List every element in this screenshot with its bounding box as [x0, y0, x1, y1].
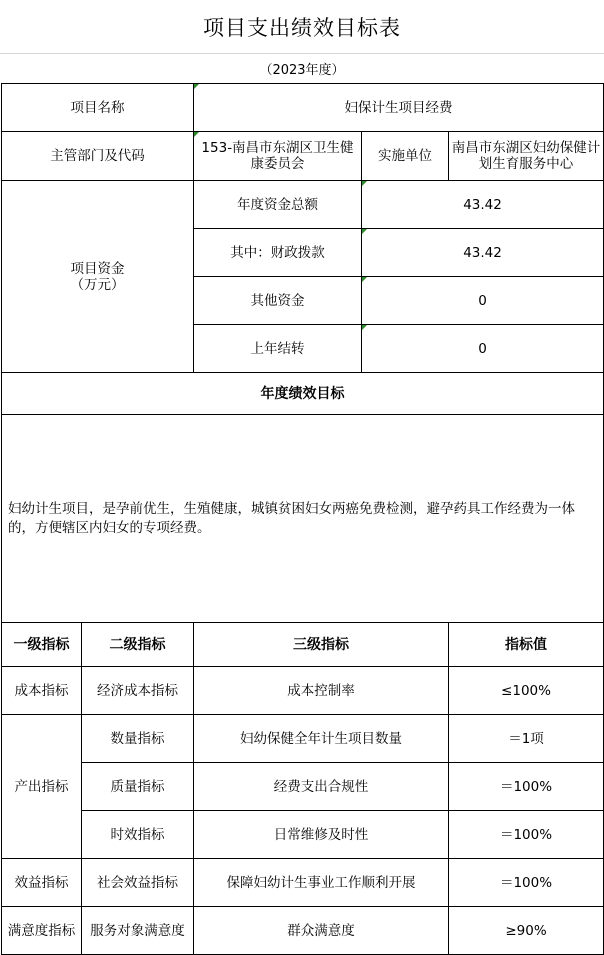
output-quantity-level2: 数量指标 [82, 715, 194, 763]
department-value[interactable]: 153-南昌市东湖区卫生健康委员会 [194, 132, 362, 181]
department-row [2, 132, 604, 181]
funds-carryover-value[interactable]: 0 [362, 325, 604, 373]
project-name-label: 项目名称 [2, 84, 194, 132]
benefit-indicator-row [2, 859, 604, 907]
satisfaction-level3[interactable]: 群众满意度 [194, 907, 449, 955]
output-quality-value[interactable]: ＝100% [449, 763, 604, 811]
year-label: （2023年度） [0, 54, 604, 82]
project-name-value[interactable]: 妇保计生项目经费 [194, 84, 604, 132]
output-quantity-value[interactable]: ＝1项 [449, 715, 604, 763]
satisfaction-level2: 服务对象满意度 [82, 907, 194, 955]
funds-other-label: 其他资金 [194, 277, 362, 325]
target-table [1, 83, 604, 955]
funds-total-value[interactable]: 43.42 [362, 181, 604, 229]
output-timeliness-level3[interactable]: 日常维修及时性 [194, 811, 449, 859]
cost-level2: 经济成本指标 [82, 667, 194, 715]
header-level3: 三级指标 [194, 623, 449, 667]
funds-fiscal-label: 其中：财政拨款 [194, 229, 362, 277]
satisfaction-value[interactable]: ≥90% [449, 907, 604, 955]
funds-row-total [2, 181, 604, 229]
output-indicator-row-timeliness [2, 811, 604, 859]
output-quality-level3[interactable]: 经费支出合规性 [194, 763, 449, 811]
benefit-value[interactable]: ＝100% [449, 859, 604, 907]
funds-fiscal-value[interactable]: 43.42 [362, 229, 604, 277]
goal-heading: 年度绩效目标 [2, 373, 604, 415]
cost-value[interactable]: ≤100% [449, 667, 604, 715]
output-quantity-level3[interactable]: 妇幼保健全年计生项目数量 [194, 715, 449, 763]
implementer-label: 实施单位 [362, 132, 449, 181]
funds-total-label: 年度资金总额 [194, 181, 362, 229]
benefit-level3[interactable]: 保障妇幼计生事业工作顺利开展 [194, 859, 449, 907]
funds-carryover-label: 上年结转 [194, 325, 362, 373]
benefit-level2: 社会效益指标 [82, 859, 194, 907]
header-value: 指标值 [449, 623, 604, 667]
output-indicator-row-quantity [2, 715, 604, 763]
output-timeliness-value[interactable]: ＝100% [449, 811, 604, 859]
satisfaction-indicator-row [2, 907, 604, 955]
goal-text[interactable]: 妇幼计生项目，是孕前优生，生殖健康，城镇贫困妇女两癌免费检测，避孕药具工作经费为一体的，方便辖区内妇女的专项经费。 [2, 415, 604, 623]
benefit-level1: 效益指标 [2, 859, 82, 907]
cost-indicator-row [2, 667, 604, 715]
implementer-value[interactable]: 南昌市东湖区妇幼保健计划生育服务中心 [449, 132, 604, 181]
header-level1: 一级指标 [2, 623, 82, 667]
output-quality-level2: 质量指标 [82, 763, 194, 811]
output-level1: 产出指标 [2, 715, 82, 859]
department-label: 主管部门及代码 [2, 132, 194, 181]
satisfaction-level1: 满意度指标 [2, 907, 82, 955]
output-indicator-row-quality [2, 763, 604, 811]
goal-heading-row [2, 373, 604, 415]
project-name-row [2, 84, 604, 132]
header-level2: 二级指标 [82, 623, 194, 667]
funds-other-value[interactable]: 0 [362, 277, 604, 325]
indicator-header-row [2, 623, 604, 667]
cost-level3[interactable]: 成本控制率 [194, 667, 449, 715]
cost-level1: 成本指标 [2, 667, 82, 715]
funds-label: 项目资金 （万元） [2, 181, 194, 373]
goal-text-row [2, 415, 604, 623]
output-timeliness-level2: 时效指标 [82, 811, 194, 859]
page-title: 项目支出绩效目标表 [0, 0, 604, 54]
